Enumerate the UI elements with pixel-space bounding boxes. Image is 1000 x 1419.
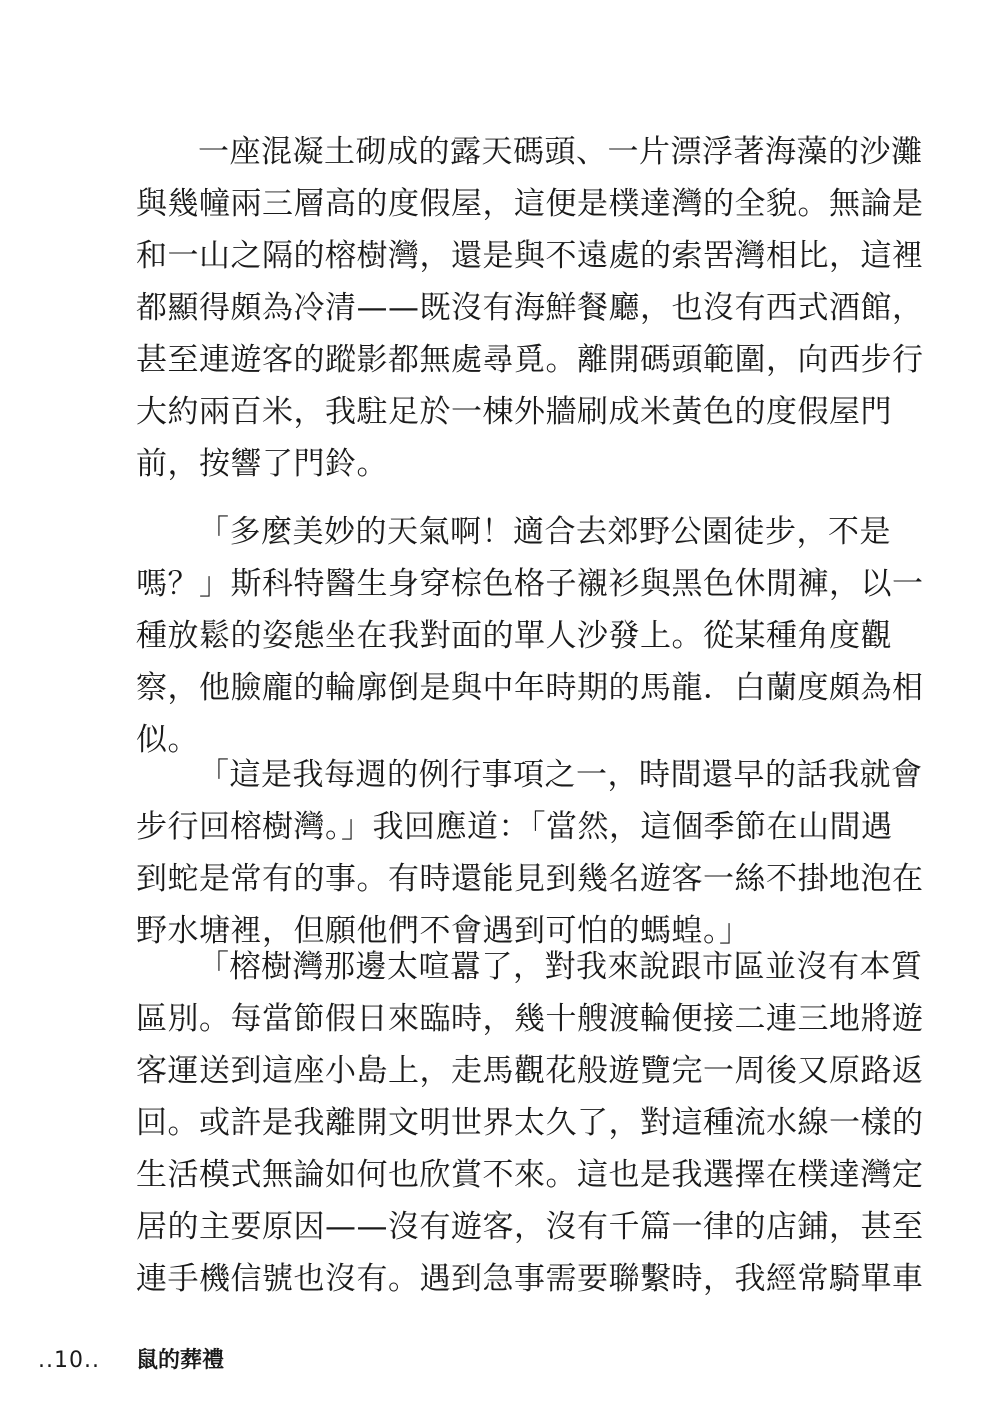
- paragraph-line: 「這是我每週的例行事項之一，時間還早的話我就會: [198, 757, 923, 793]
- paragraph-line: 察，他臉龐的輪廓倒是與中年時期的馬龍．白蘭度頗為相: [136, 670, 924, 706]
- page-number: ..10..: [38, 1348, 100, 1373]
- paragraph-line: 區別。每當節假日來臨時，幾十艘渡輪便接二連三地將遊: [136, 1001, 924, 1037]
- paragraph-line: 甚至連遊客的蹤影都無處尋覓。離開碼頭範圍，向西步行: [136, 342, 924, 378]
- paragraph-line: 連手機信號也沒有。遇到急事需要聯繫時，我經常騎單車: [136, 1261, 924, 1297]
- paragraph-4: [136, 941, 924, 1305]
- book-title: 鼠的葬禮: [136, 1348, 225, 1373]
- paragraph-line: 「多麼美妙的天氣啊！適合去郊野公園徒步，不是: [198, 514, 891, 550]
- paragraph-line: 步行回榕樹灣。」我回應道：「當然，這個季節在山間遇: [136, 809, 893, 845]
- paragraph-line: 居的主要原因——沒有遊客，沒有千篇一律的店鋪，甚至: [136, 1209, 924, 1245]
- paragraph-line: 回。或許是我離開文明世界太久了，對這種流水線一樣的: [136, 1105, 924, 1141]
- paragraph-2: [136, 506, 924, 766]
- paragraph-line: 生活模式無論如何也欣賞不來。這也是我選擇在樸達灣定: [136, 1157, 924, 1193]
- paragraph-line: 「榕樹灣那邊太喧囂了，對我來說跟市區並沒有本質: [198, 949, 923, 985]
- paragraph-line: 都顯得頗為冷清——既沒有海鮮餐廳，也沒有西式酒館，: [136, 290, 924, 326]
- paragraph-1: [136, 126, 924, 490]
- paragraph-line: 種放鬆的姿態坐在我對面的單人沙發上。從某種角度觀: [136, 618, 892, 654]
- paragraph-line: 大約兩百米，我駐足於一棟外牆刷成米黃色的度假屋門: [136, 394, 892, 430]
- paragraph-line: 與幾幢兩三層高的度假屋，這便是樸達灣的全貌。無論是: [136, 186, 924, 222]
- paragraph-3: [136, 749, 924, 957]
- paragraph-line: 似。: [136, 722, 199, 758]
- paragraph-line: 客運送到這座小島上，走馬觀花般遊覽完一周後又原路返: [136, 1053, 924, 1089]
- paragraph-line: 一座混凝土砌成的露天碼頭、一片漂浮著海藻的沙灘: [198, 134, 923, 170]
- paragraph-line: 到蛇是常有的事。有時還能見到幾名遊客一絲不掛地泡在: [136, 861, 924, 897]
- paragraph-line: 嗎？」斯科特醫生身穿棕色格子襯衫與黑色休閒褲，以一: [136, 566, 924, 602]
- paragraph-line: 野水塘裡，但願他們不會遇到可怕的螞蝗。」: [136, 913, 751, 949]
- paragraph-line: 和一山之隔的榕樹灣，還是與不遠處的索罟灣相比，這裡: [136, 238, 924, 274]
- paragraph-line: 前，按響了門鈴。: [136, 446, 388, 482]
